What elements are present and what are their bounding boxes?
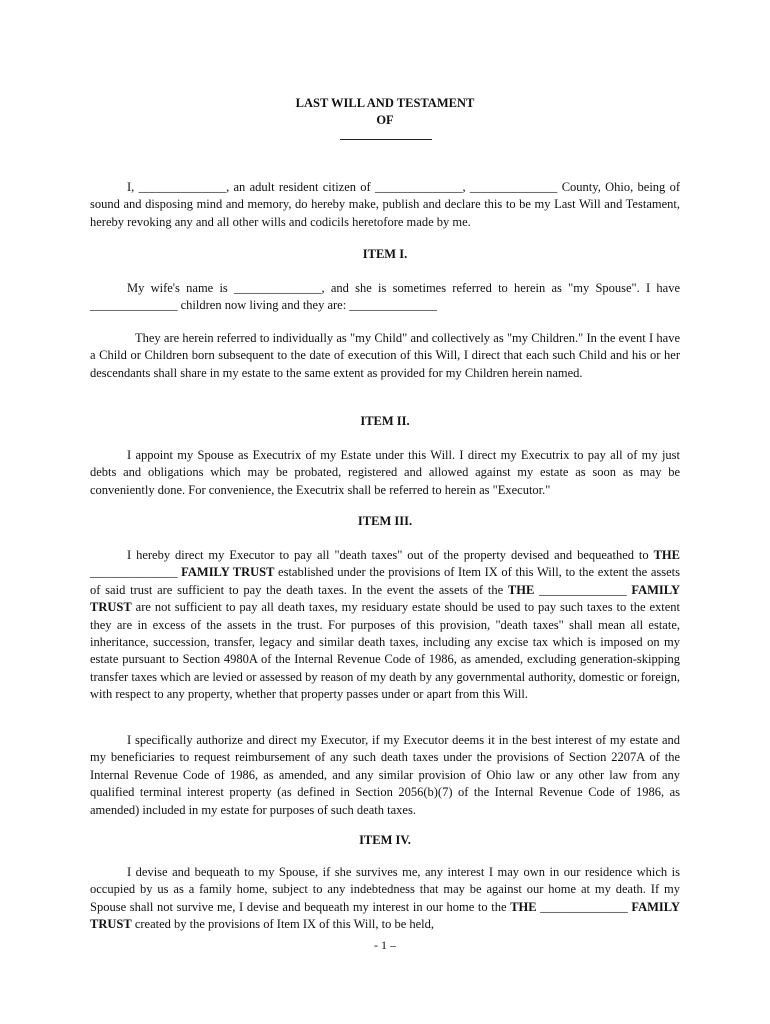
family-trust-label-2: FAMILY TRUST — [90, 582, 681, 615]
item-1-paragraph-2: They are herein referred to individually as "my Child" and collectively as "my Children." In the event I have a Child or Children born subsequent to the date of execution of this Will, I direct that each such Child and his or her descendants shall share in my estate to the same extent as provided for my Children herein named. — [90, 331, 680, 380]
trust-name-blank-3: ______________ — [540, 899, 628, 914]
page-number: - 1 – — [374, 938, 396, 952]
item-4-text-b: created by the provisions of Item IX of this Will, to be held, — [131, 917, 435, 932]
item-3-text-b: established under the provisions of Item IX of this Will, to the extent the assets of said trust are sufficient to pay the death taxes. In the event the assets of the — [90, 565, 680, 597]
item-3-paragraph-2: I specifically authorize and direct my Executor, if my Executor deems it in the best interest of my estate and my beneficiaries to request reimbursement of any such death taxes under the provisions of Section 2207A of the Internal Revenue Code of 1986, as amended, and any similar provision of Ohio law or any other law from any qualified terminal interest property (as defined in Section 2056(b)(7) of the Internal Revenue Code of 1986, as amended) included in my estate for purposes of such death taxes. — [90, 733, 680, 817]
item-4-text-a: I devise and bequeath to my Spouse, if she survives me, any interest I may own in our residence which is occupied by us as a family home, subject to any indebtedness that may be against our home at my death. If my Spouse shall not survive me, I devise and bequeath my interest in our home to the — [90, 865, 680, 914]
the-label-2: THE — [507, 582, 535, 597]
the-label-3: THE — [510, 899, 537, 914]
item-2-paragraph-1: I appoint my Spouse as Executrix of my Estate under this Will. I direct my Executrix to pay all of my just debts and obligations which may be probated, registered and allowed against my estate as soon as may be conveniently done. For convenience, the Executrix shall be referred to herein as "Executor." — [90, 448, 680, 497]
item-3-text-c: are not sufficient to pay all death taxes, my residuary estate should be used to pay such taxes to the extent they are in excess of the assets in the trust. For purposes of this provision, "death taxes" shall mean all estate, inheritance, succession, transfer, legacy and similar death taxes, including any excise tax which is imposed on my estate pursuant to Section 4980A of the Internal Revenue Code of 1986, as amended, excluding generation-skipping transfer taxes which are levied or assessed by reason of my death by any governmental authority, domestic or foreign, with respect to any property, whether that property passes under or apart from this Will. — [90, 600, 680, 702]
document-title-of: OF — [376, 113, 394, 127]
family-trust-label: FAMILY TRUST — [181, 565, 275, 580]
item-4-paragraph-1 — [90, 864, 680, 934]
item-4-heading: ITEM IV. — [359, 833, 411, 847]
item-3-text-a: I hereby direct my Executor to pay all "death taxes" out of the property devised and bequeathed to — [127, 548, 654, 562]
intro-paragraph: I, ______________, an adult resident citizen of ______________, ______________ County, Ohio, being of sound and disposing mind and memory, do hereby make, publish and declare this to be my Last Will and Testament, hereby revoking any and all other wills and codicils heretofore made by me. — [90, 180, 680, 229]
the-label: THE — [653, 548, 680, 562]
trust-name-blank-2: ______________ — [539, 582, 627, 597]
item-3-paragraph-1 — [90, 547, 680, 704]
item-1-paragraph-1: My wife's name is ______________, and she is sometimes referred to herein as "my Spouse". I have ______________ children now living and they are: ______________ — [90, 281, 680, 313]
item-1-heading: ITEM I. — [362, 247, 408, 261]
document-title: LAST WILL AND TESTAMENT — [295, 96, 475, 110]
item-2-heading: ITEM II. — [360, 414, 410, 428]
item-3-heading: ITEM III. — [357, 514, 413, 528]
family-trust-label-3: FAMILY TRUST — [90, 899, 681, 932]
testator-name-blank — [340, 133, 432, 140]
trust-name-blank: ______________ — [90, 565, 178, 580]
